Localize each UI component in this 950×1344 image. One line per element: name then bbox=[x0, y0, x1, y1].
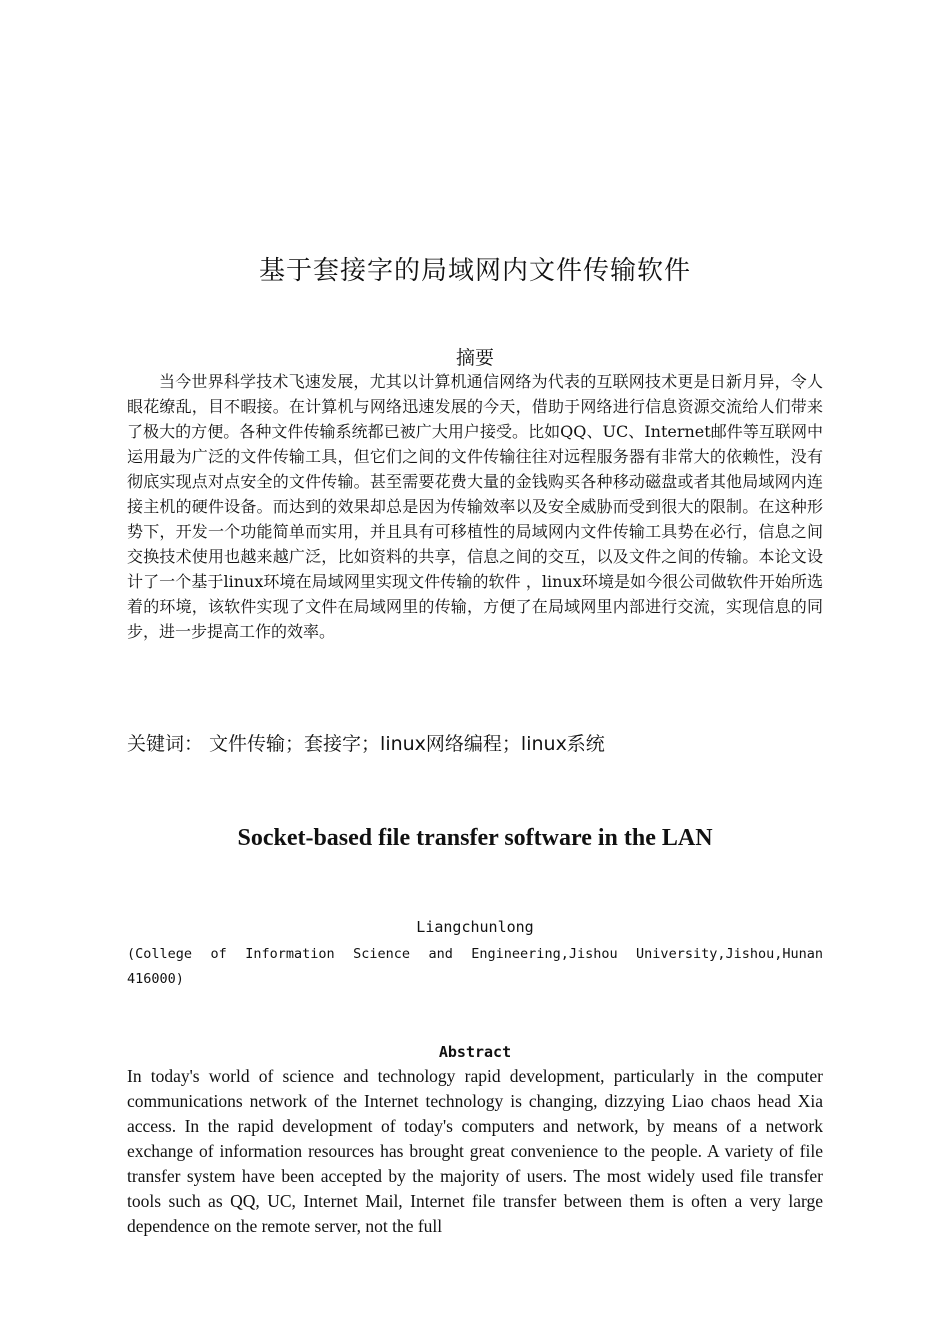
english-title: Socket-based file transfer software in the LAN bbox=[237, 825, 713, 851]
chinese-title: 基于套接字的局域网内文件传输软件 bbox=[258, 256, 691, 286]
chinese-abstract-body: 当今世界科学技术飞速发展，尤其以计算机通信网络为代表的互联网技术更是日新月异，令人眼花缭乱，目不暇接。在计算机与网络迅速发展的今天，借助于网络进行信息资源交流给人们带来了极大的方便。各种文件传输系统都已被广大用户接受。比如QQ、UC、Internet邮件等互联网中运用最为广泛的文件传输工具，但它们之间的文件传输往往对远程服务器有非常大的依赖性，没有彻底实现点对点安全的文件传输。甚至需要花费大量的金钱购买各种移动磁盘或者其他局域网内连接主机的硬件设备。而达到的效果却总是因为传输效率以及安全威胁而受到很大的限制。在这种形势下，开发一个功能简单而实用，并且具有可移植性的局域网内文件传输工具势在必行，信息之间交换技术使用也越来越广泛，比如资料的共享，信息之间的交互，以及文件之间的传输。本论文设计了一个基于linux环境在局域网里实现文件传输的软件 ，linux环境是如今很公司做软件开始所选着的环境，该软件实现了文件在局域网里的传输，方便了在局域网里内部进行交流，实现信息的同步，进一步提高工作的效率。 bbox=[127, 372, 823, 641]
author-name: Liangchunlong bbox=[416, 918, 534, 936]
author-affiliation: (College of Information Science and Engineering,Jishou University,Jishou,Hunan 416000) bbox=[127, 946, 823, 987]
english-abstract-heading: Abstract bbox=[438, 1043, 512, 1061]
chinese-keywords: 关键词： 文件传输；套接字；linux网络编程；linux系统 bbox=[127, 733, 605, 755]
chinese-abstract-heading: 摘要 bbox=[455, 347, 494, 369]
english-abstract-body: In today's world of science and technology rapid development, particularly in the computer communications network of the Internet technology is changing, dizzying Liao chaos head Xia access. In the rapid development of today's computers and network, by means of a network exchange of information resources has brought great convenience to the people. A variety of file transfer system have been accepted by the majority of users. The most widely used file transfer tools such as QQ, UC, Internet Mail, Internet file transfer between them is often a very large dependence on the remote server, not the full bbox=[127, 1066, 823, 1236]
